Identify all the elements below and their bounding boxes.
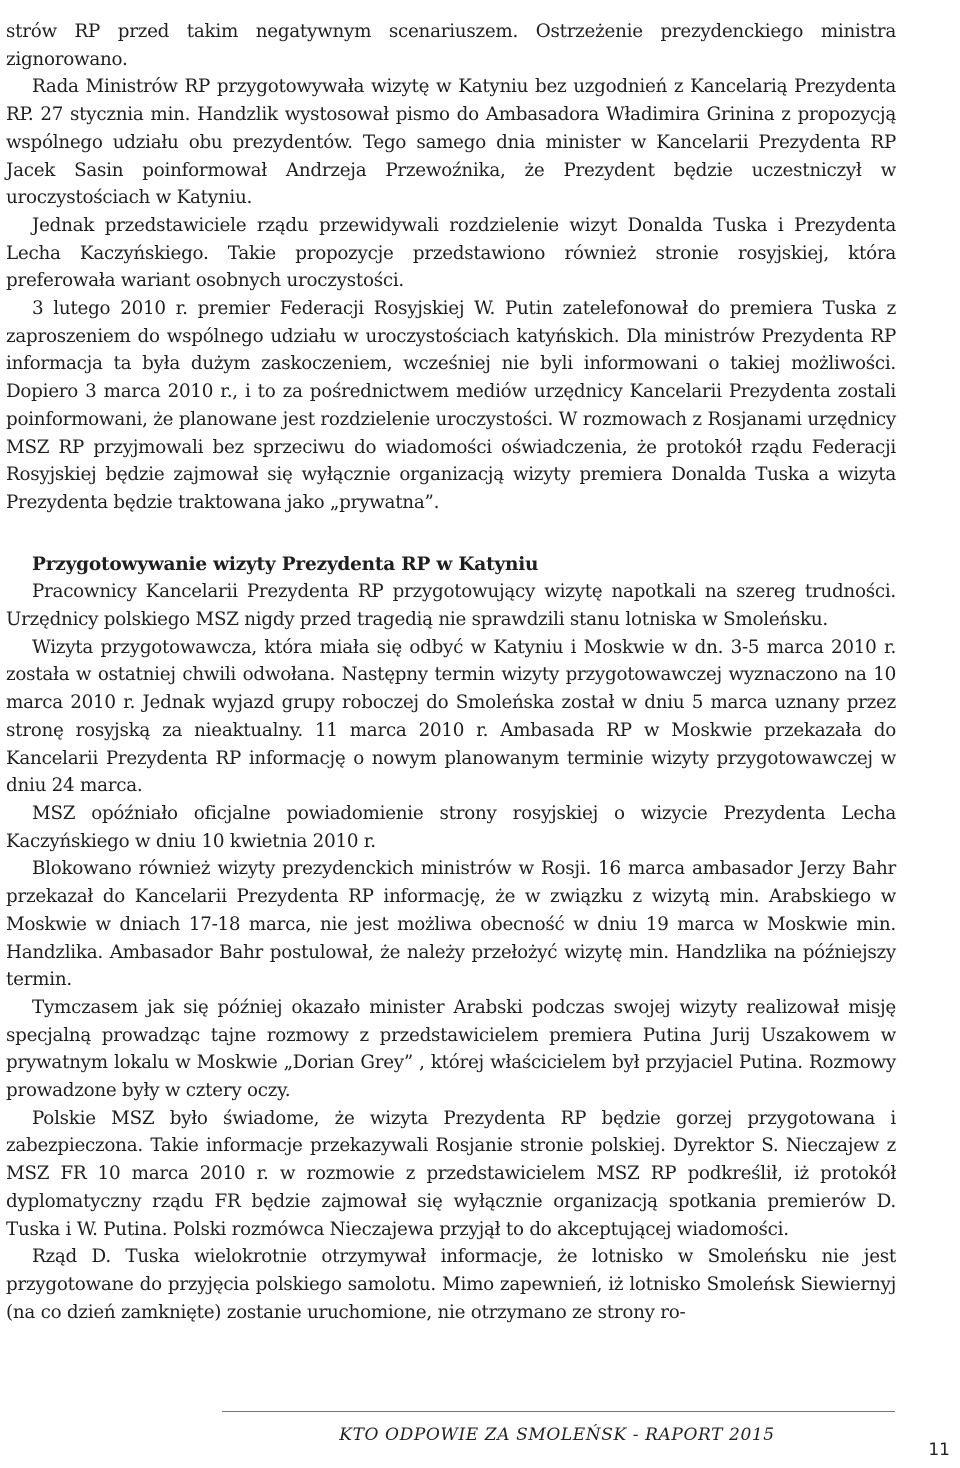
paragraph: Rada Ministrów RP przygotowywała wizytę w Katyniu bez uzgodnień z Kancelarią Prezydenta RP. 27 stycznia min. Handzlik wystosował pismo do Ambasadora Władimira Grinina z propozycją wspólnego udziału obu prezydentów. Tego samego dnia minister w Kancelarii Prezydenta RP Jacek Sasin poinformował Andrzeja Przewoźnika, że Prezydent będzie uczestniczył w uroczystościach w Katyniu. <box>6 76 896 209</box>
footer-divider <box>222 1411 895 1412</box>
paragraph: Polskie MSZ było świadome, że wizyta Prezydenta RP będzie gorzej przygotowana i zabezpieczona. Takie informacje przekazywali Rosjanie stronie polskiej. Dyrektor S. Nieczajew z MSZ FR 10 marca 2010 r. w rozmowie z przedstawicielem MSZ RP podkreślił, iż protokół dyplomatyczny rządu FR będzie zajmował się wyłącznie organizacją spotkania premierów D. Tuska i W. Putina. Polski rozmówca Nieczajewa przyjął to do akceptującej wiadomości. <box>6 1107 896 1240</box>
paragraph: Tymczasem jak się później okazało minister Arabski podczas swojej wizyty realizował misję specjalną prowadząc tajne rozmowy z przedstawicielem premiera Putina Jurij Uszakowem w prywatnym lokalu w Moskwie „Dorian Grey” , której właścicielem był przyjaciel Putina. Rozmowy prowadzone były w cztery oczy. <box>6 996 896 1102</box>
page-number: 11 <box>928 1440 950 1460</box>
paragraph: Pracownicy Kancelarii Prezydenta RP przygotowujący wizytę napotkali na szereg trudności. Urzędnicy polskiego MSZ nigdy przed tragedią nie sprawdzili stanu lotniska w Smoleńsku. <box>6 581 896 631</box>
section-heading: Przygotowywanie wizyty Prezydenta RP w Katyniu <box>32 553 539 575</box>
paragraph: strów RP przed takim negatywnym scenariuszem. Ostrzeżenie prezydenckiego ministra zignorowano. <box>6 21 896 70</box>
paragraph: Rząd D. Tuska wielokrotnie otrzymywał informacje, że lotnisko w Smoleńsku nie jest przygotowane do przyjęcia polskiego samolotu. Mimo zapewnień, iż lotnisko Smoleńsk Siewiernyj (na co dzień zamknięte) zostanie uruchomione, nie otrzymano ze strony ro- <box>6 1246 896 1323</box>
paragraph: MSZ opóźniało oficjalne powiadomienie strony rosyjskiej o wizycie Prezydenta Lecha Kaczyńskiego w dniu 10 kwietnia 2010 r. <box>6 802 896 852</box>
article-body <box>6 18 896 1326</box>
paragraph: Jednak przedstawiciele rządu przewidywali rozdzielenie wizyt Donalda Tuska i Prezydenta Lecha Kaczyńskiego. Takie propozycje przedstawiono również stronie rosyjskiej, która preferowała wariant osobnych uroczystości. <box>6 214 896 292</box>
footer-title: KTO ODPOWIE ZA SMOLEŃSK - RAPORT 2015 <box>339 1425 775 1445</box>
paragraph: 3 lutego 2010 r. premier Federacji Rosyjskiej W. Putin zatelefonował do premiera Tuska z zaproszeniem do wspólnego udziału w uroczystościach katyńskich. Dla ministrów Prezydenta RP informacja ta była dużym zaskoczeniem, wcześniej nie byli informowani o takiej możliwości. Dopiero 3 marca 2010 r., i to za pośrednictwem mediów urzędnicy Kancelarii Prezydenta zostali poinformowani, że planowane jest rozdzielenie uroczystości. W rozmowach z Rosjanami urzędnicy MSZ RP przyjmowali bez sprzeciwu do wiadomości oświadczenia, że protokół rządu Federacji Rosyjskiej będzie zajmował się wyłącznie organizacją wizyty premiera Donalda Tuska a wizyta Prezydenta będzie traktowana jako „prywatna”. <box>6 298 896 513</box>
paragraph: Wizyta przygotowawcza, która miała się odbyć w Katyniu i Moskwie w dn. 3-5 marca 2010 r. została w ostatniej chwili odwołana. Następny termin wizyty przygotowawczej wyznaczono na 10 marca 2010 r. Jednak wyjazd grupy roboczej do Smoleńska został w dniu 5 marca uznany przez stronę rosyjską za nieaktualny. 11 marca 2010 r. Ambasada RP w Moskwie przekazała do Kancelarii Prezydenta RP informację o nowym planowanym terminie wizyty przygotowawczej w dniu 24 marca. <box>6 636 896 797</box>
paragraph: Blokowano również wizyty prezydenckich ministrów w Rosji. 16 marca ambasador Jerzy Bahr przekazał do Kancelarii Prezydenta RP informację, że w związku z wizytą min. Arabskiego w Moskwie w dniach 17-18 marca, nie jest możliwa obecność w dniu 19 marca w Moskwie min. Handzlika. Ambasador Bahr postulował, że należy przełożyć wizytę min. Handzlika na późniejszy termin. <box>6 858 896 991</box>
